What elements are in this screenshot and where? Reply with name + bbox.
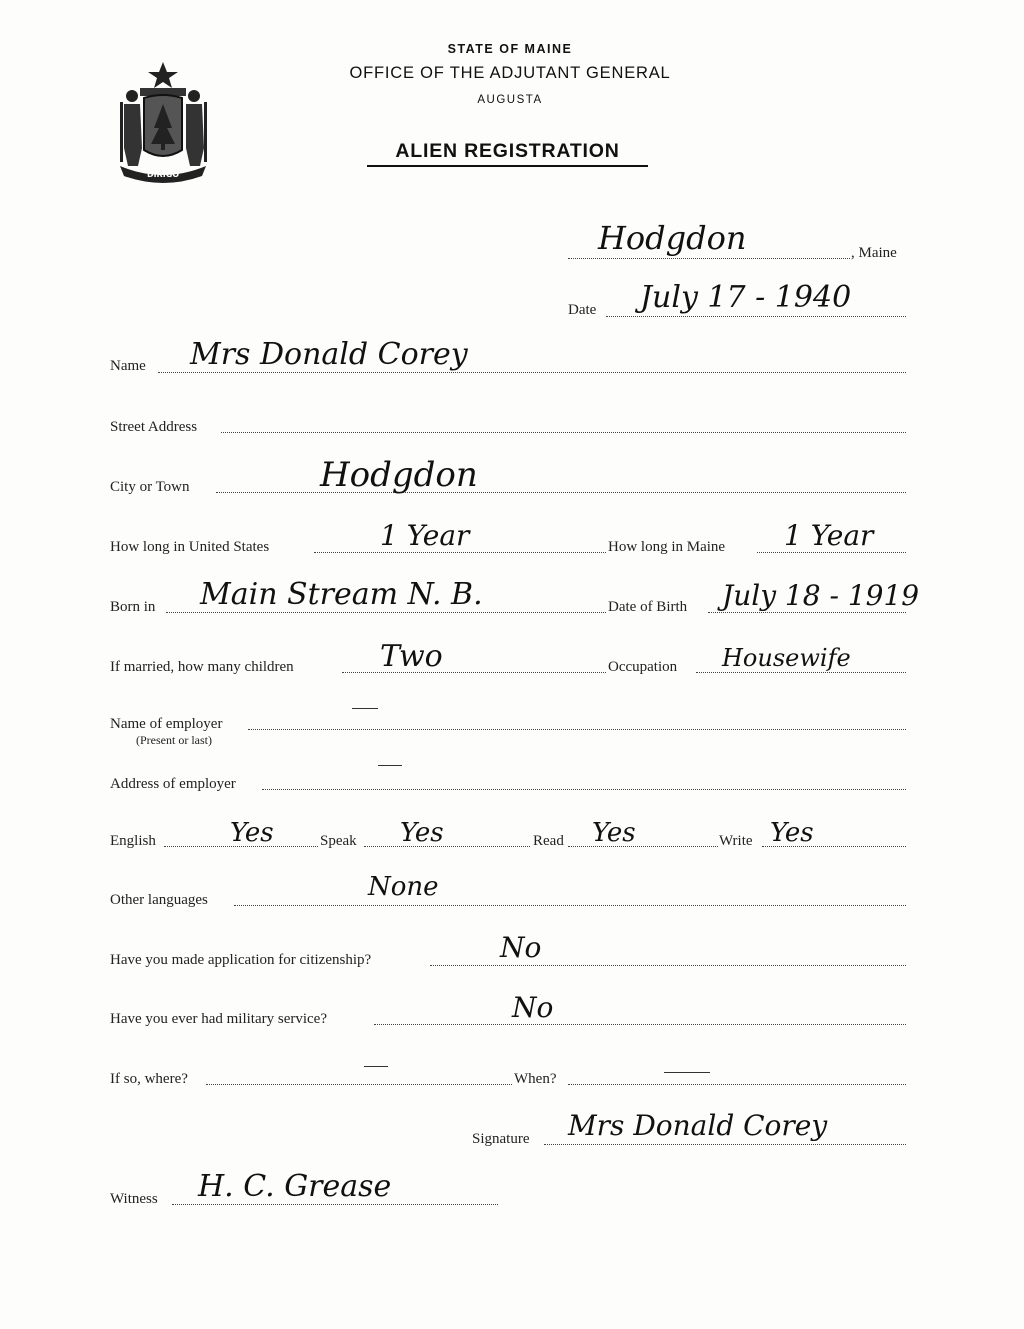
header-city: AUGUSTA [477,94,543,106]
citizenship-value: No [500,931,542,964]
employer-address-label: Address of employer [110,776,236,792]
read-value: Yes [592,818,636,848]
street-line [221,432,906,433]
children-value: Two [380,639,443,674]
employer-address-line [262,789,906,790]
speak-line [364,846,530,847]
svg-text:DIRIGO: DIRIGO [146,170,180,179]
how-long-us-value: 1 Year [380,519,470,552]
date-of-birth-label: Date of Birth [608,599,688,615]
other-languages-label: Other languages [110,892,208,908]
born-in-line [166,612,606,613]
where-dash [364,1066,388,1067]
employer-address-dash [378,765,402,766]
name-line [158,372,906,373]
born-in-label: Born in [110,599,156,615]
born-in-value: Main Stream N. B. [200,577,483,612]
citizenship-line [430,965,906,966]
speak-label: Speak [320,833,357,849]
other-languages-value: None [368,872,439,902]
date-value: July 17 - 1940 [640,280,852,315]
header-state: STATE OF MAINE [447,42,573,56]
employer-name-dash [352,708,378,709]
military-label: Have you ever had military service? [110,1011,327,1027]
place-suffix: , Maine [851,245,897,261]
witness-line [172,1204,498,1205]
city-value: Hodgdon [320,455,478,495]
street-label: Street Address [110,419,198,435]
date-label: Date [568,302,597,318]
english-label: English [110,833,156,849]
military-line [374,1024,906,1025]
read-line [568,846,718,847]
employer-name-label: Name of employer [110,716,223,732]
date-of-birth-value: July 18 - 1919 [722,579,920,612]
speak-value: Yes [400,818,444,848]
where-label: If so, where? [110,1071,188,1087]
children-label: If married, how many children [110,659,294,675]
when-label: When? [514,1071,557,1087]
where-line [206,1084,512,1085]
place-value: Hodgdon [598,219,747,257]
date-line [606,316,906,317]
city-label: City or Town [110,479,190,495]
occupation-label: Occupation [608,659,678,675]
name-label: Name [110,358,146,374]
signature-label: Signature [472,1131,530,1147]
form-title: ALIEN REGISTRATION [367,140,648,167]
employer-name-line [248,729,906,730]
english-value: Yes [230,818,274,848]
how-long-maine-line [757,552,906,553]
write-label: Write [719,833,753,849]
witness-label: Witness [110,1191,158,1207]
how-long-maine-label: How long in Maine [608,539,726,555]
other-languages-line [234,905,906,906]
how-long-maine-value: 1 Year [784,519,874,552]
military-value: No [512,991,554,1024]
occupation-line [696,672,906,673]
signature-line [544,1144,906,1145]
write-value: Yes [770,818,814,848]
occupation-value: Housewife [722,644,851,672]
read-label: Read [533,833,564,849]
when-dash [664,1072,710,1073]
employer-name-note: (Present or last) [136,733,212,747]
name-value: Mrs Donald Corey [190,337,468,372]
citizenship-label: Have you made application for citizenship? [110,952,372,968]
how-long-us-line [314,552,606,553]
date-of-birth-line [708,612,906,613]
when-line [568,1084,906,1085]
header-office: OFFICE OF THE ADJUTANT GENERAL [349,64,671,82]
witness-value: H. C. Grease [198,1169,392,1204]
how-long-us-label: How long in United States [110,539,270,555]
place-line [568,258,850,259]
signature-value: Mrs Donald Corey [568,1109,828,1142]
